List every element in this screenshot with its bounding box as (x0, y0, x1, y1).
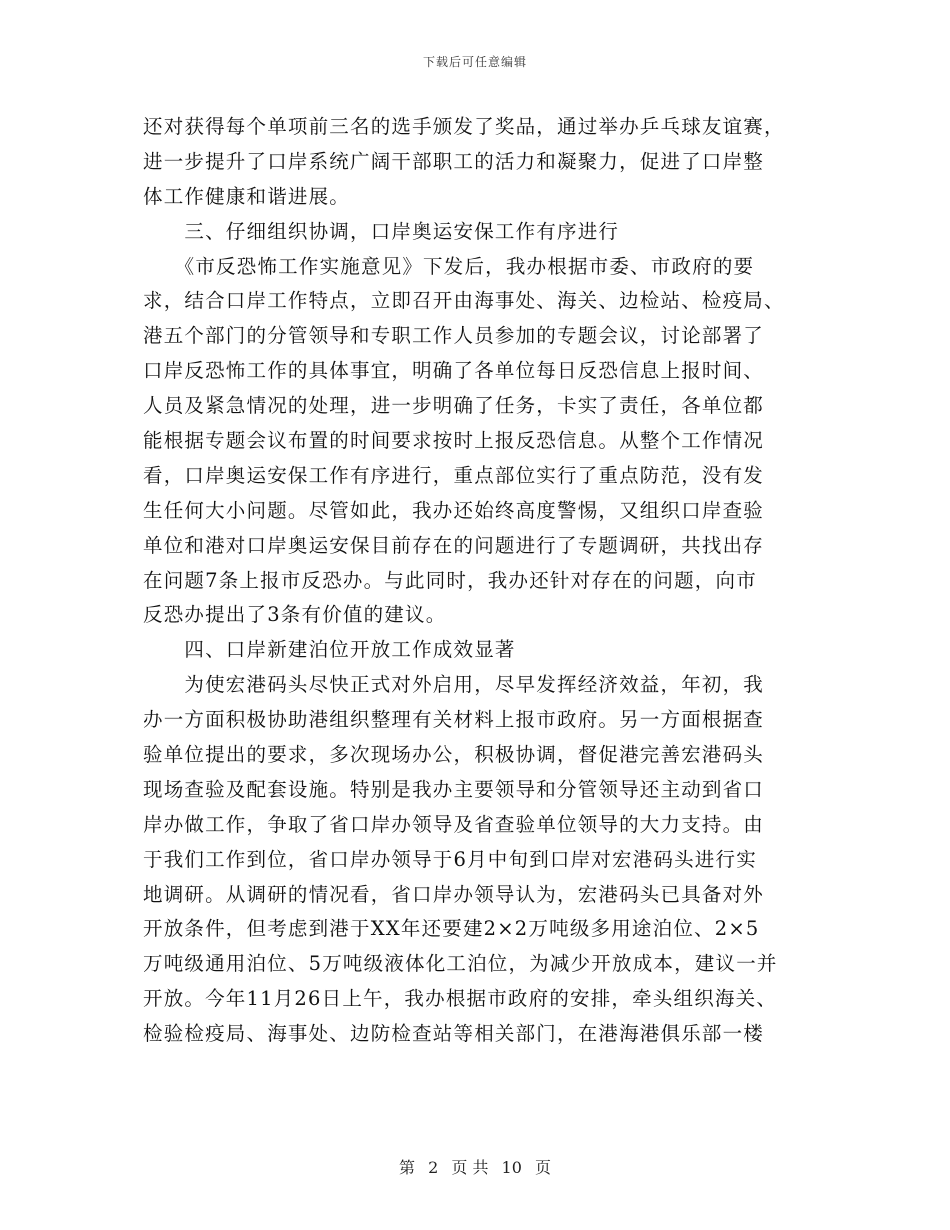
body-line: 单位和港对口岸奥运安保目前存在的问题进行了专题调研，共找出存 (143, 533, 765, 557)
body-line: 检验检疫局、海事处、边防检查站等相关部门，在港海港俱乐部一楼 (143, 1022, 765, 1046)
body-line: 《市反恐怖工作实施意见》下发后，我办根据市委、市政府的要 (143, 254, 755, 278)
body-line: 体工作健康和谐进展。 (143, 184, 351, 208)
document-body (143, 110, 813, 1052)
section-heading: 四、口岸新建泊位开放工作成效显著 (143, 638, 516, 662)
body-line: 于我们工作到位，省口岸办领导于6月中旬到口岸对宏港码头进行实 (143, 847, 757, 871)
body-line: 反恐办提出了3条有价值的建议。 (143, 603, 447, 627)
page-number: 2 (428, 1158, 439, 1177)
body-line: 开放条件，但考虑到港于XX年还要建2×2万吨级多用途泊位、2×5 (143, 917, 760, 941)
body-line: 为使宏港码头尽快正式对外启用，尽早发挥经济效益，年初，我 (143, 673, 765, 697)
footer-prefix: 第 (398, 1158, 415, 1177)
body-line: 进一步提升了口岸系统广阔干部职工的活力和凝聚力，促进了口岸整 (143, 149, 765, 173)
body-line: 港五个部门的分管领导和专职工作人员参加的专题会议，讨论部署了 (143, 324, 765, 348)
section-heading: 三、仔细组织协调，口岸奥运安保工作有序进行 (143, 219, 620, 243)
body-line: 看，口岸奥运安保工作有序进行，重点部位实行了重点防范，没有发 (143, 463, 765, 487)
body-line: 人员及紧急情况的处理，进一步明确了任务，卡实了责任，各单位都 (143, 394, 765, 418)
body-line: 现场查验及配套设施。特别是我办主要领导和分管领导还主动到省口 (143, 777, 765, 801)
footer-middle: 页 共 (451, 1158, 489, 1177)
body-line: 地调研。从调研的情况看，省口岸办领导认为，宏港码头已具备对外 (143, 882, 765, 906)
body-line: 岸办做工作，争取了省口岸办领导及省查验单位领导的大力支持。由 (143, 812, 765, 836)
body-line: 求，结合口岸工作特点，立即召开由海事处、海关、边检站、检疫局、 (143, 289, 785, 313)
body-line: 能根据专题会议布置的时间要求按时上报反恐信息。从整个工作情况 (143, 429, 765, 453)
total-pages: 10 (501, 1158, 522, 1177)
page-header: 下载后可任意编辑 (422, 55, 527, 69)
body-line: 开放。今年11月26日上午，我办根据市政府的安排，牵头组织海关、 (143, 987, 778, 1011)
body-line: 验单位提出的要求，多次现场办公，积极协调，督促港完善宏港码头 (143, 743, 765, 767)
body-line: 生任何大小问题。尽管如此，我办还始终高度警惕，又组织口岸查验 (143, 498, 765, 522)
footer-suffix: 页 (535, 1158, 552, 1177)
body-line: 还对获得每个单项前三名的选手颁发了奖品，通过举办乒乓球友谊赛， (143, 115, 785, 138)
body-line: 万吨级通用泊位、5万吨级液体化工泊位，为减少开放成本，建议一并 (143, 952, 778, 976)
body-line: 口岸反恐怖工作的具体事宜，明确了各单位每日反恐信息上报时间、 (143, 359, 765, 383)
body-line: 在问题7条上报市反恐办。与此同时，我办还针对存在的问题，向市 (143, 568, 757, 592)
body-line: 办一方面积极协助港组织整理有关材料上报市政府。另一方面根据查 (143, 708, 765, 732)
page-footer (0, 1155, 950, 1178)
